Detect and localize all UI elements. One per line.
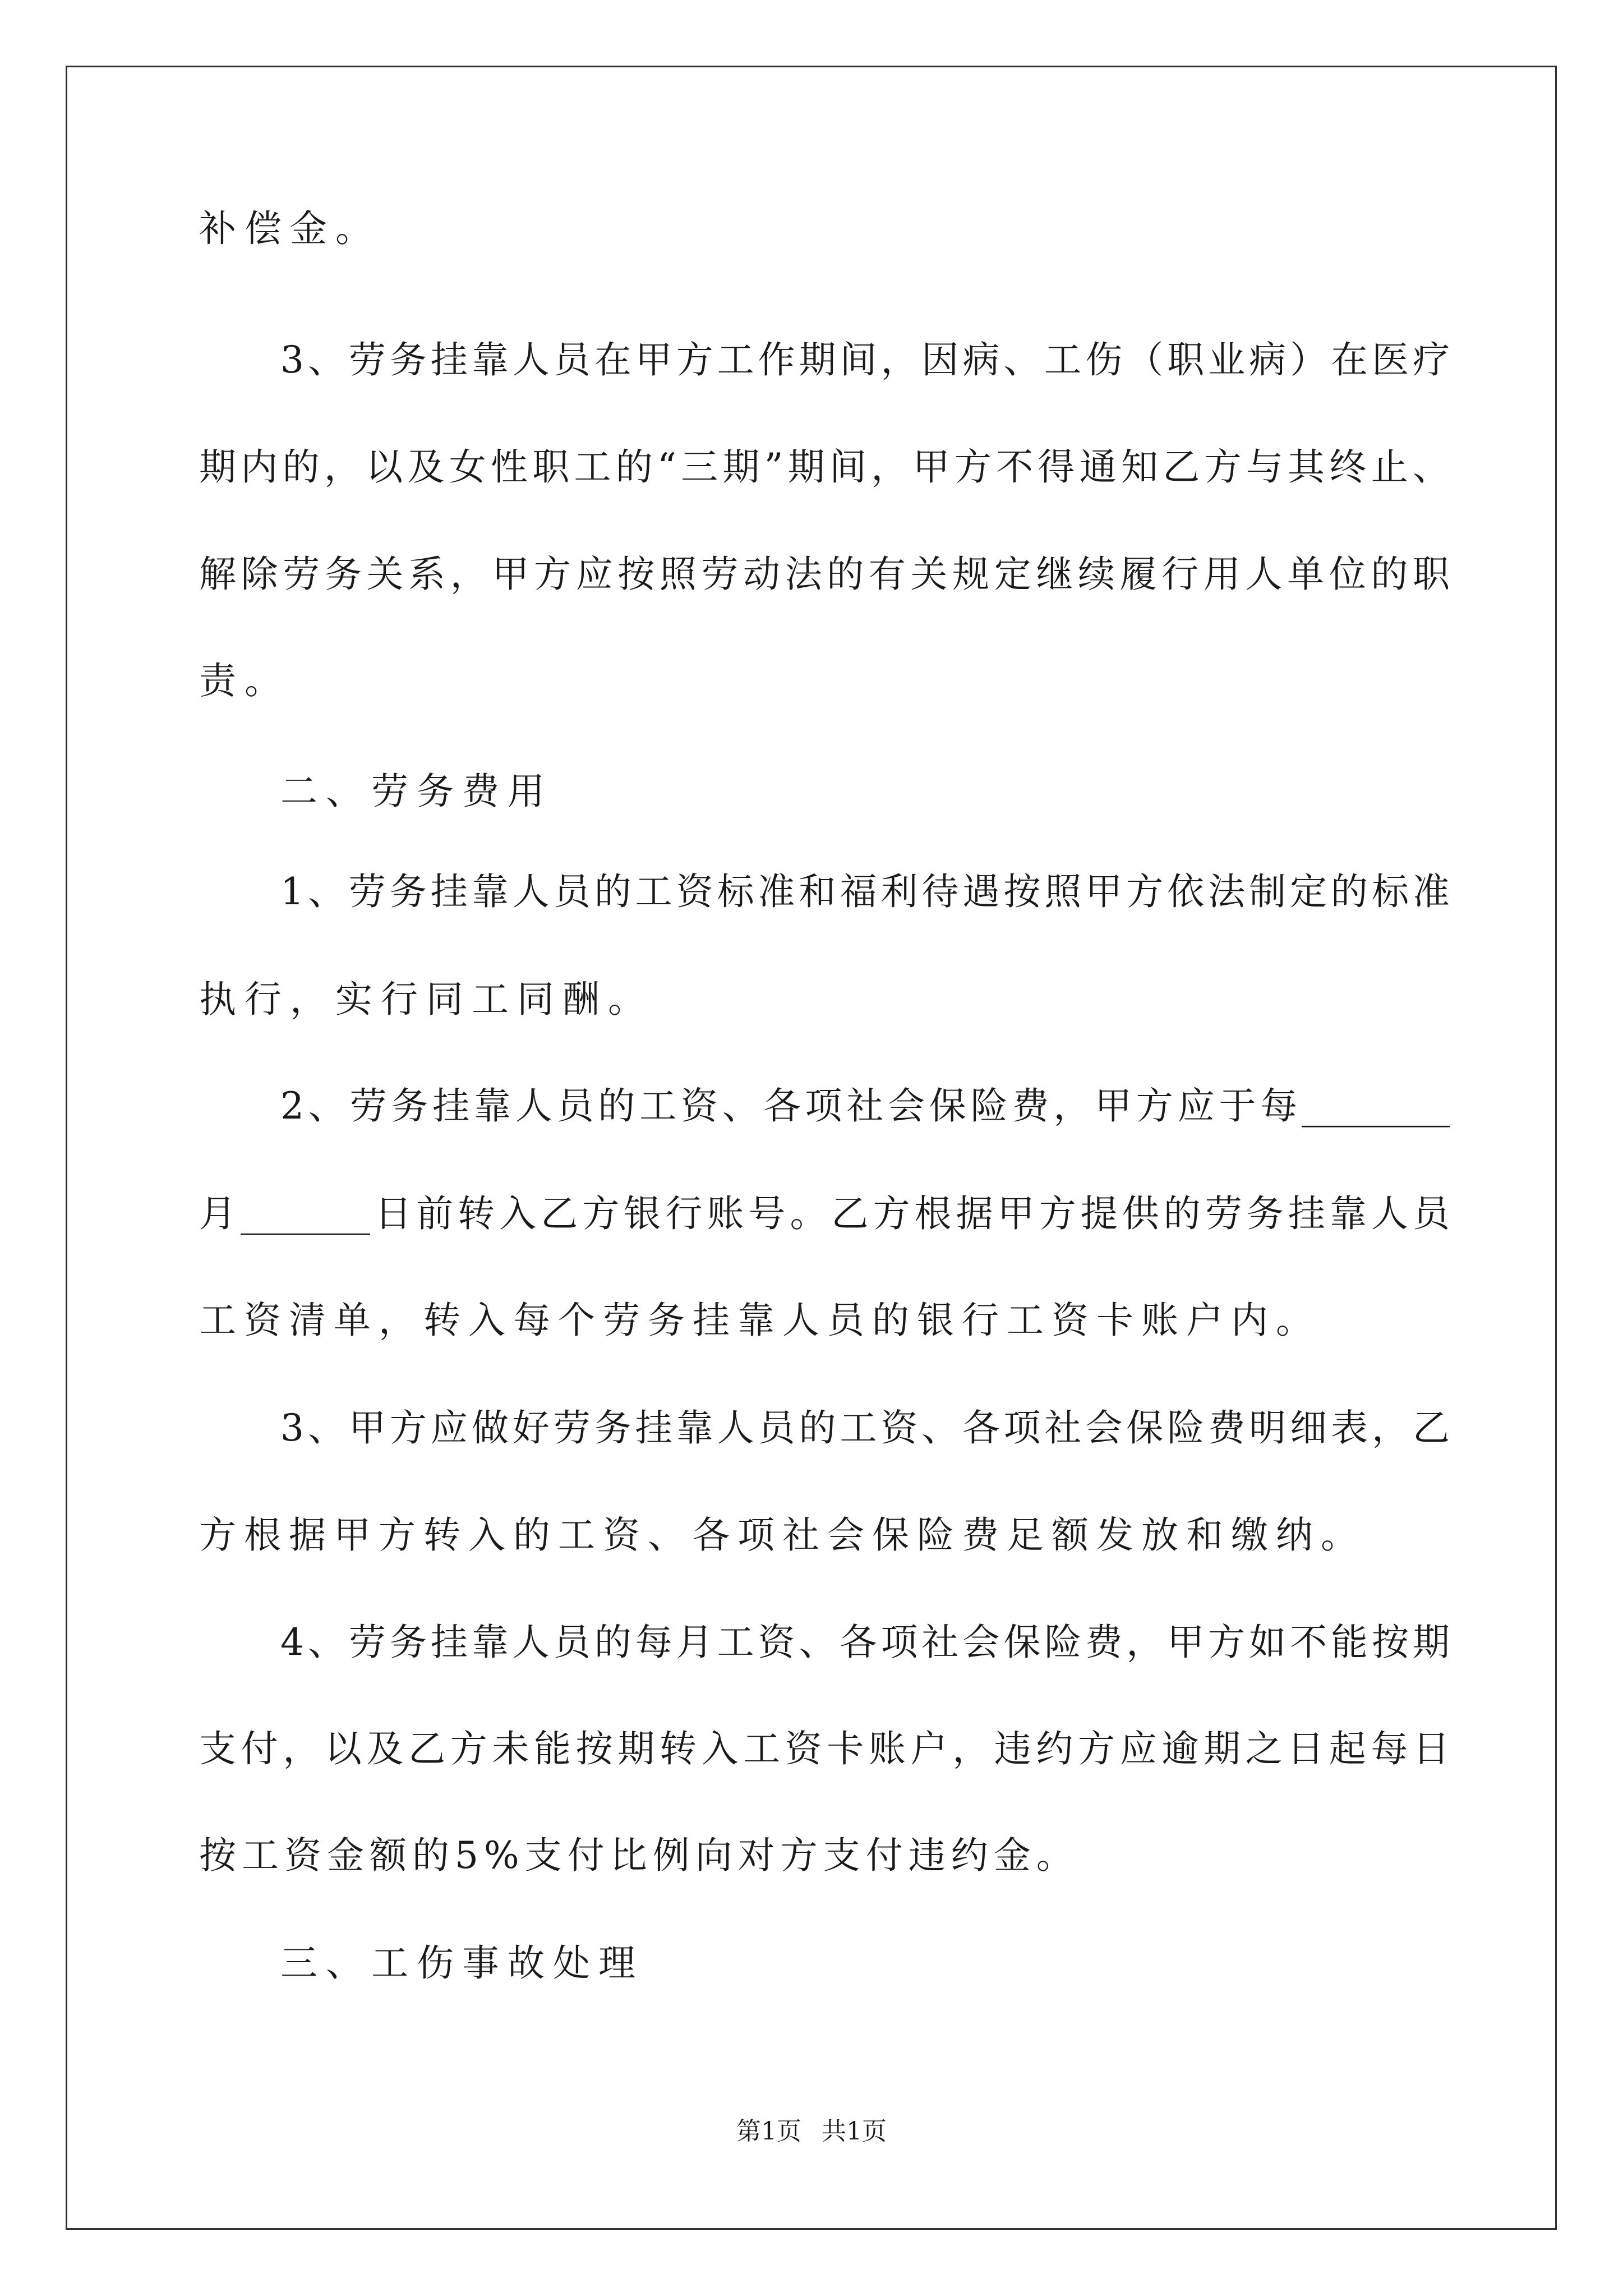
- section-heading: 三、工伤事故处理: [280, 1941, 644, 1985]
- paragraph-line: 3、劳务挂靠人员在甲方工作期间，因病、工伤（职业病）在医疗: [280, 338, 1450, 381]
- page-total: 共1页: [822, 2117, 887, 2146]
- paragraph-line: 1、劳务挂靠人员的工资标准和福利待遇按照甲方依法制定的标准: [280, 870, 1450, 913]
- paragraph-line: 月_______日前转入乙方银行账号。乙方根据甲方提供的劳务挂靠人员: [199, 1192, 1450, 1235]
- page-number: 第1页: [736, 2117, 801, 2146]
- paragraph-line: 工资清单，转入每个劳务挂靠人员的银行工资卡账户内。: [199, 1299, 1321, 1342]
- paragraph-line: 按工资金额的5%支付比例向对方支付违约金。: [199, 1834, 1079, 1877]
- paragraph-line: 方根据甲方转入的工资、各项社会保险费足额发放和缴纳。: [199, 1513, 1366, 1557]
- page-footer: [0, 2116, 1623, 2147]
- paragraph-line: 2、劳务挂靠人员的工资、各项社会保险费，甲方应于每________: [280, 1084, 1450, 1128]
- section-heading: 二、劳务费用: [280, 770, 553, 813]
- paragraph-line: 3、甲方应做好劳务挂靠人员的工资、各项社会保险费明细表，乙: [280, 1406, 1450, 1450]
- paragraph-line: 解除劳务关系，甲方应按照劳动法的有关规定继续履行用人单位的职: [199, 553, 1450, 596]
- paragraph-line: 执行，实行同工同酬。: [199, 978, 653, 1021]
- paragraph-line: 支付，以及乙方未能按期转入工资卡账户，违约方应逾期之日起每日: [199, 1727, 1450, 1770]
- paragraph-line: 期内的，以及女性职工的“三期”期间，甲方不得通知乙方与其终止、: [199, 445, 1450, 489]
- paragraph-line: 责。: [199, 659, 290, 702]
- page-border: [66, 66, 1557, 2230]
- paragraph-line: 补偿金。: [199, 207, 381, 250]
- paragraph-line: 4、劳务挂靠人员的每月工资、各项社会保险费，甲方如不能按期: [280, 1621, 1450, 1664]
